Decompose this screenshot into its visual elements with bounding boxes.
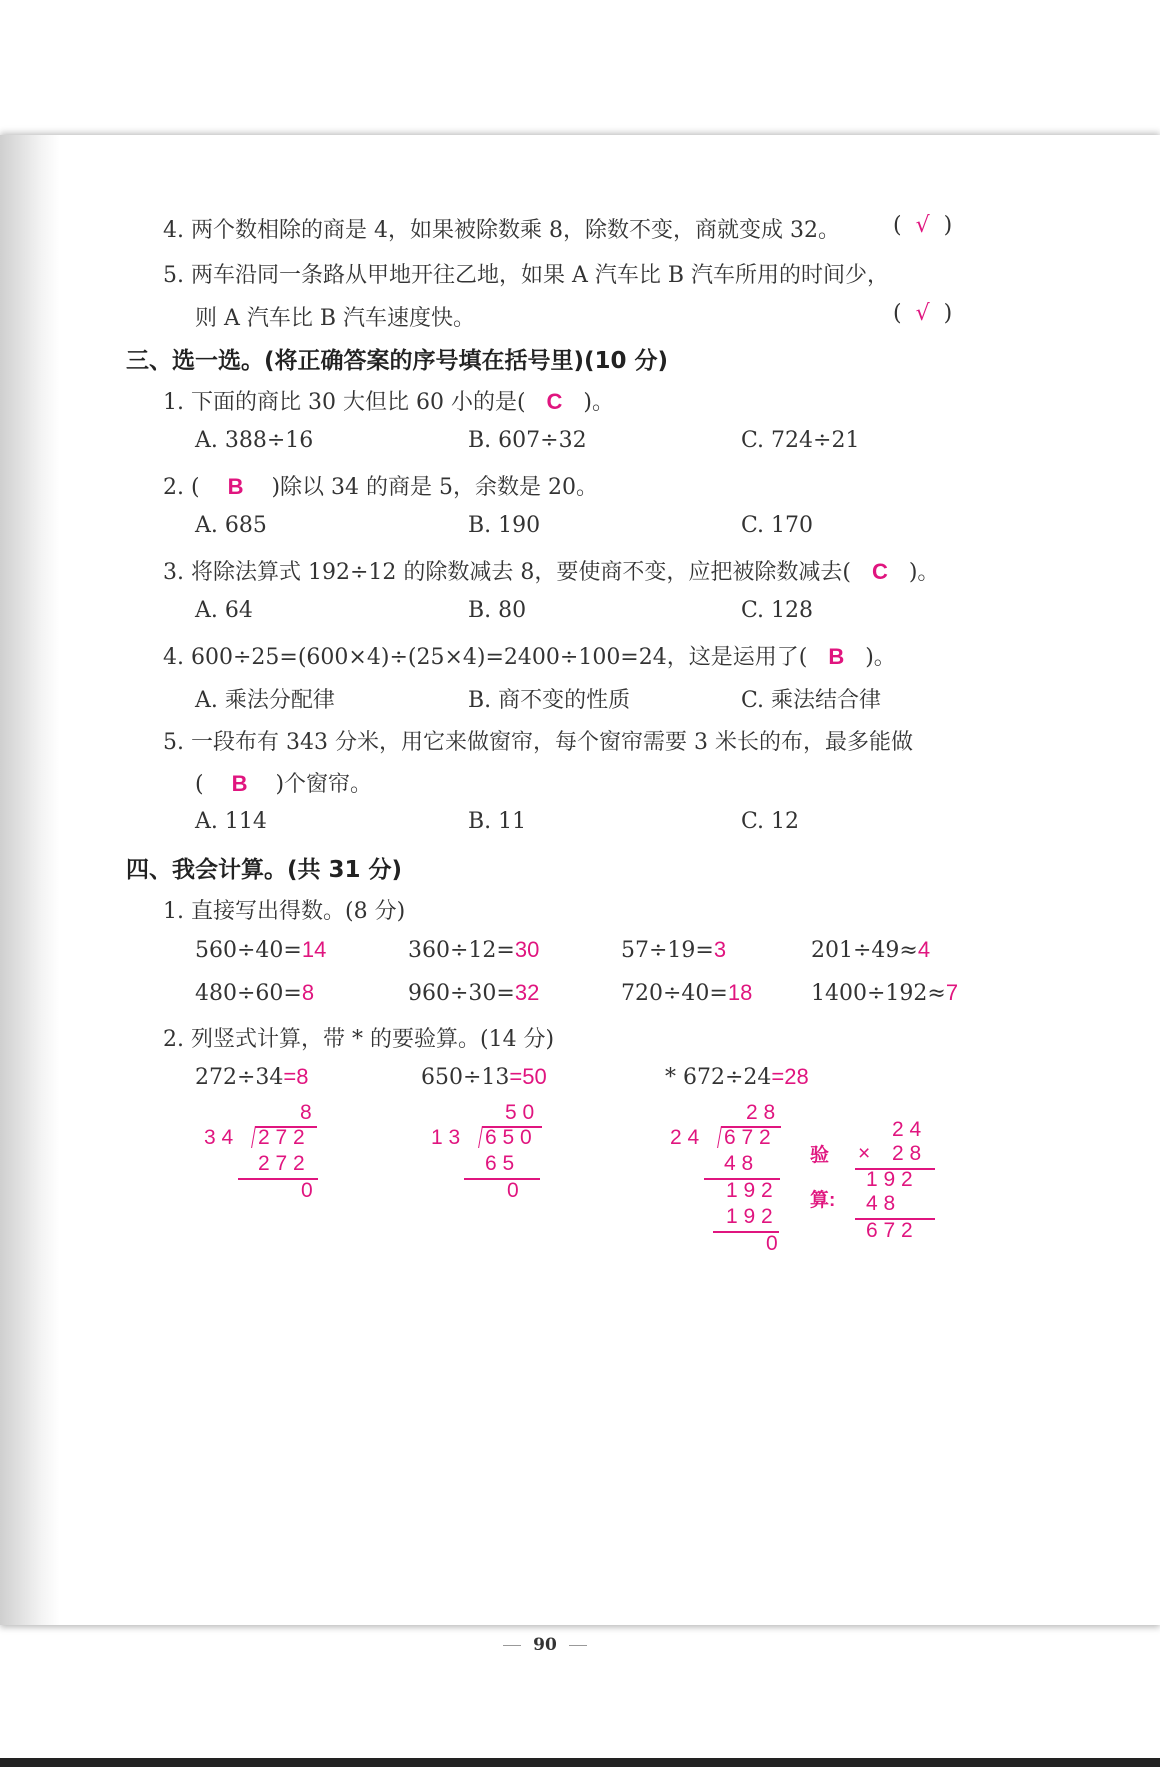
partial-remainder: 1 9 2 <box>726 1179 773 1202</box>
answer: =8 <box>283 1064 309 1089</box>
expr: * 672÷24 <box>665 1065 772 1090</box>
judge-q5-answer-box: ( √ ) <box>893 301 953 326</box>
partial-product: 4 8 <box>866 1192 896 1215</box>
answer: =50 <box>509 1064 547 1089</box>
option: B. 80 <box>468 598 527 623</box>
s3-q5-line1 <box>163 725 913 756</box>
partial-product: 1 9 2 <box>866 1168 913 1191</box>
answer: 14 <box>301 937 327 962</box>
s3-q2 <box>163 470 598 501</box>
option: C. 128 <box>741 598 814 623</box>
question-number: 4. <box>163 218 184 243</box>
s3-q1 <box>163 385 614 416</box>
question-text: 下面的商比 30 大但比 60 小的是( <box>191 390 526 415</box>
question-text: 直接写出得数。(8 分) <box>191 899 406 924</box>
answer: 18 <box>727 980 753 1005</box>
option: B. 190 <box>468 513 541 538</box>
worksheet-page <box>0 135 1160 1655</box>
option: C. 12 <box>741 809 800 834</box>
question-text: 600÷25=(600×4)÷(25×4)=2400÷100=24，这是运用了( <box>191 645 808 670</box>
question-text: )除以 34 的商是 5，余数是 20。 <box>271 475 598 500</box>
expr: 360÷12= <box>408 938 515 963</box>
option: C. 乘法结合律 <box>741 688 882 713</box>
section3-heading: 三、选一选。(将正确答案的序号填在括号里)(10 分) <box>126 348 669 374</box>
question-number: 3. <box>163 560 184 585</box>
product: 6 5 <box>485 1152 515 1175</box>
oral-calc-item <box>408 937 539 963</box>
option: B. 607÷32 <box>468 428 587 453</box>
question-text: 一段布有 343 分米，用它来做窗帘，每个窗帘需要 3 米长的布，最多能做 <box>191 730 913 755</box>
option: A. 685 <box>195 513 267 538</box>
partial-product: 1 9 2 <box>726 1205 773 1228</box>
remainder: 0 <box>301 1179 313 1202</box>
question-text: )个窗帘。 <box>275 772 373 797</box>
expr: 201÷49≈ <box>811 938 918 963</box>
question-number: 2. <box>163 1027 184 1052</box>
book-gutter-shadow <box>0 135 60 1625</box>
s4-q1-title <box>163 894 405 925</box>
option: B. 商不变的性质 <box>468 688 631 713</box>
divisor: 1 3 <box>431 1126 461 1149</box>
dividend: 6 5 0 <box>485 1126 532 1149</box>
judge-q4 <box>163 213 840 244</box>
answer: 30 <box>514 937 540 962</box>
page-number <box>0 1635 1090 1655</box>
vertical-calc-expr <box>665 1064 809 1090</box>
s3-q4 <box>163 640 896 671</box>
judge-q5-line2: 则 A 汽车比 B 汽车速度快。 <box>195 306 476 331</box>
expr: 272÷34 <box>195 1065 284 1090</box>
partial-product: 4 8 <box>724 1152 754 1175</box>
remainder: 0 <box>766 1232 778 1255</box>
s3-q5-line2 <box>195 767 372 798</box>
option: C. 724÷21 <box>741 428 860 453</box>
check-label: 算: <box>810 1190 836 1211</box>
question-text: )。 <box>865 645 896 670</box>
quotient: 2 8 <box>746 1101 776 1124</box>
dividend: 6 7 2 <box>724 1126 771 1149</box>
question-text: )。 <box>908 560 940 585</box>
answer: 3 <box>713 937 727 962</box>
expr: 720÷40= <box>621 981 728 1006</box>
times-sign: × <box>858 1142 871 1165</box>
judge-q4-answer-box: ( √ ) <box>893 213 953 238</box>
oral-calc-item <box>621 980 752 1006</box>
question-number: 5. <box>163 730 184 755</box>
multiplicand: 2 4 <box>892 1118 922 1141</box>
product: 2 7 2 <box>258 1152 305 1175</box>
option: A. 388÷16 <box>195 428 314 453</box>
section4-heading: 四、我会计算。(共 31 分) <box>126 857 403 883</box>
question-text: 列竖式计算，带 * 的要验算。(14 分) <box>191 1027 555 1052</box>
question-number: 1. <box>163 899 184 924</box>
product-sum: 6 7 2 <box>866 1219 913 1242</box>
answer: 32 <box>514 980 540 1005</box>
multiplier: 2 8 <box>892 1142 922 1165</box>
answer: =28 <box>771 1064 809 1089</box>
question-number: 2. <box>163 475 184 500</box>
expr: 1400÷192≈ <box>811 981 946 1006</box>
check-label: 验 <box>810 1145 830 1166</box>
screen-bottom-bar <box>0 1758 1160 1767</box>
answer: B <box>231 771 248 796</box>
option: A. 114 <box>195 809 267 834</box>
option: A. 64 <box>195 598 253 623</box>
vertical-calc-expr <box>195 1064 309 1090</box>
expr: 650÷13 <box>421 1065 510 1090</box>
question-text: ( <box>191 475 200 500</box>
question-text: 将除法算式 192÷12 的除数减去 8，要使商不变，应把被除数减去( <box>191 560 851 585</box>
division-bracket <box>717 1126 722 1148</box>
check-mark: √ <box>915 301 930 326</box>
check-mark: √ <box>915 213 930 238</box>
answer: C <box>546 389 563 414</box>
dividend: 2 7 2 <box>258 1126 305 1149</box>
answer: 7 <box>945 980 959 1005</box>
oral-calc-item <box>811 980 958 1006</box>
question-text: 两个数相除的商是 4，如果被除数乘 8，除数不变，商就变成 32。 <box>191 218 840 243</box>
question-number: 5. <box>163 263 184 288</box>
oral-calc-item <box>195 980 314 1006</box>
s4-q2-title <box>163 1022 554 1053</box>
subtract-line <box>464 1178 540 1180</box>
judge-q5-line1 <box>163 258 889 289</box>
question-number: 1. <box>163 390 184 415</box>
oral-calc-item <box>408 980 539 1006</box>
question-text: )。 <box>583 390 614 415</box>
s3-q3 <box>163 555 939 586</box>
option: C. 170 <box>741 513 814 538</box>
division-bracket <box>251 1126 256 1148</box>
option: B. 11 <box>468 809 527 834</box>
answer: 4 <box>917 937 931 962</box>
question-text: ( <box>195 772 204 797</box>
quotient: 8 <box>300 1101 312 1124</box>
answer: C <box>871 559 888 584</box>
answer: 8 <box>301 980 315 1005</box>
division-bracket <box>478 1126 483 1148</box>
oral-calc-item <box>621 937 726 963</box>
expr: 960÷30= <box>408 981 515 1006</box>
expr: 480÷60= <box>195 981 302 1006</box>
vertical-calc-expr <box>421 1064 547 1090</box>
oral-calc-item <box>195 937 326 963</box>
remainder: 0 <box>507 1179 519 1202</box>
expr: 560÷40= <box>195 938 302 963</box>
answer: B <box>828 644 845 669</box>
divisor: 2 4 <box>670 1126 700 1149</box>
question-number: 4. <box>163 645 184 670</box>
quotient: 5 0 <box>505 1101 535 1124</box>
oral-calc-item <box>811 937 930 963</box>
answer: B <box>227 474 244 499</box>
page-number-text: 90 <box>533 1635 557 1655</box>
divisor: 3 4 <box>204 1126 234 1149</box>
question-text: 两车沿同一条路从甲地开往乙地，如果 A 汽车比 B 汽车所用的时间少， <box>191 263 890 288</box>
expr: 57÷19= <box>621 938 714 963</box>
option: A. 乘法分配律 <box>195 688 335 713</box>
